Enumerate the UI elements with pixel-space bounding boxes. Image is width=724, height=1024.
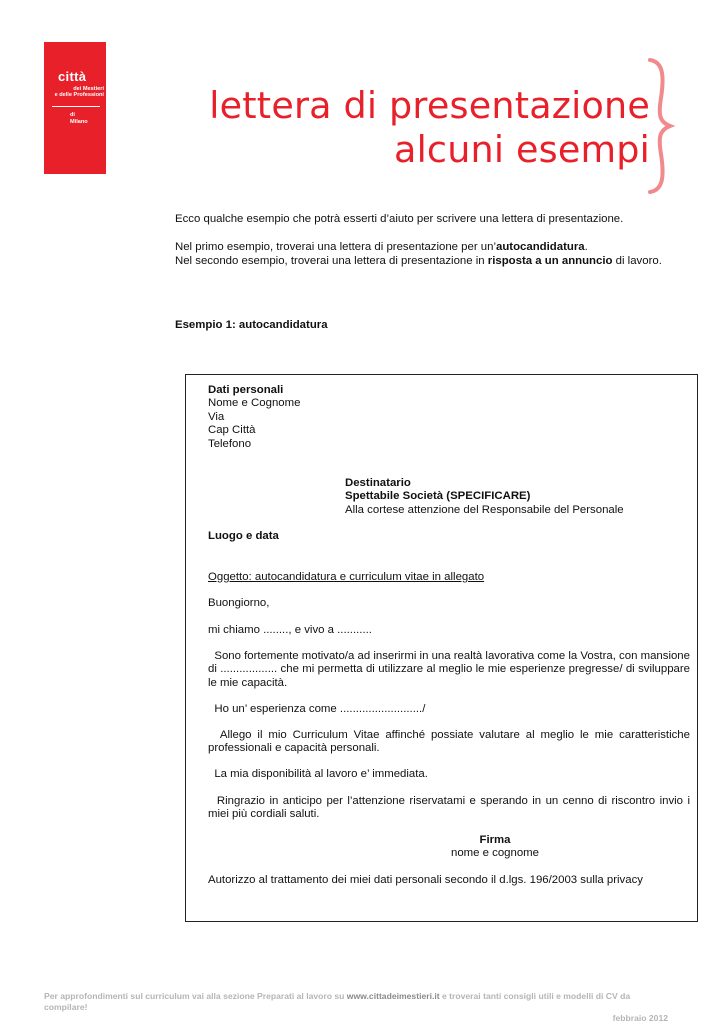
personal-data-block: [208, 384, 300, 451]
place-date: Luogo e data: [208, 530, 279, 542]
signature-block: [440, 834, 550, 861]
personal-line: Nome e Cognome: [208, 397, 301, 410]
recipient-attention: Alla cortese attenzione del Responsabile del Personale: [345, 503, 624, 516]
logo-word: città: [58, 69, 87, 84]
personal-line: Telefono: [208, 437, 252, 450]
example-title: Esempio 1: autocandidatura: [175, 319, 328, 331]
title-line-2: alcuni esempi: [394, 128, 650, 171]
letter-paragraph: Allego il mio Curriculum Vitae affinché possiate valutare al meglio le mie caratteristiche professionali e capacità personali.: [208, 729, 694, 755]
recipient-heading: Destinatario: [345, 477, 411, 489]
footer-date: febbraio 2012: [612, 1013, 668, 1023]
website-link[interactable]: www.cittadeimestieri.it: [346, 991, 440, 1001]
privacy-consent: Autorizzo al trattamento dei miei dati personali secondo il d.lgs. 196/2003 sulla privacy: [208, 874, 643, 886]
logo-subtitle: dei Mestieri e delle Professioni: [54, 86, 104, 98]
recipient-block: [345, 477, 624, 517]
title-line-1: lettera di presentazione: [209, 84, 650, 127]
letter-subject: Oggetto: autocandidatura e curriculum vitae in allegato: [208, 571, 485, 583]
logo-divider: [52, 106, 100, 107]
intro-paragraph-3: Nel secondo esempio, troverai una lettera di presentazione in risposta a un annuncio di lavoro.: [175, 255, 662, 267]
citta-dei-mestieri-logo: [44, 42, 106, 174]
footer-note: Per approfondimenti sul curriculum vai alla sezione Preparati al lavoro su www.cittadeimestieri.it e troverai tanti consigli utili e modelli di CV da compilare!: [44, 991, 631, 1012]
personal-line: Via: [208, 410, 225, 423]
letter-paragraph: Ringrazio in anticipo per l’attenzione riservatami e sperando in un cenno di riscontro invio i miei più cordiali saluti.: [208, 795, 694, 821]
letter-greeting: Buongiorno,: [208, 597, 270, 609]
signature-heading: Firma: [479, 834, 511, 846]
intro-paragraph-2: Nel primo esempio, troverai una lettera di presentazione per un’autocandidatura.: [175, 241, 588, 253]
signature-name: nome e cognome: [450, 847, 540, 860]
letter-paragraph: Sono fortemente motivato/a ad inserirmi in una realtà lavorativa come la Vostra, con mansione di .................. che mi permetta di utilizzare al meglio le mie esperienze pregresse/ di sviluppare le mie capacità.: [208, 650, 694, 689]
page-title: [209, 84, 650, 172]
letter-paragraph: Ho un’ esperienza come ........................../: [208, 703, 426, 715]
letter-intro-line: mi chiamo ........, e vivo a ...........: [208, 624, 372, 636]
letter-paragraph: La mia disponibilità al lavoro e’ immediata.: [208, 768, 428, 780]
intro-text: [175, 212, 662, 268]
recipient-company: Spettabile Società (SPECIFICARE): [345, 490, 531, 503]
intro-paragraph-1: Ecco qualche esempio che potrà esserti d’aiuto per scrivere una lettera di presentazione.: [175, 213, 624, 225]
personal-heading: Dati personali: [208, 384, 284, 396]
closing-brace-ornament: [644, 56, 676, 196]
personal-line: Cap Città: [208, 424, 256, 437]
logo-city: di Milano: [70, 112, 88, 125]
